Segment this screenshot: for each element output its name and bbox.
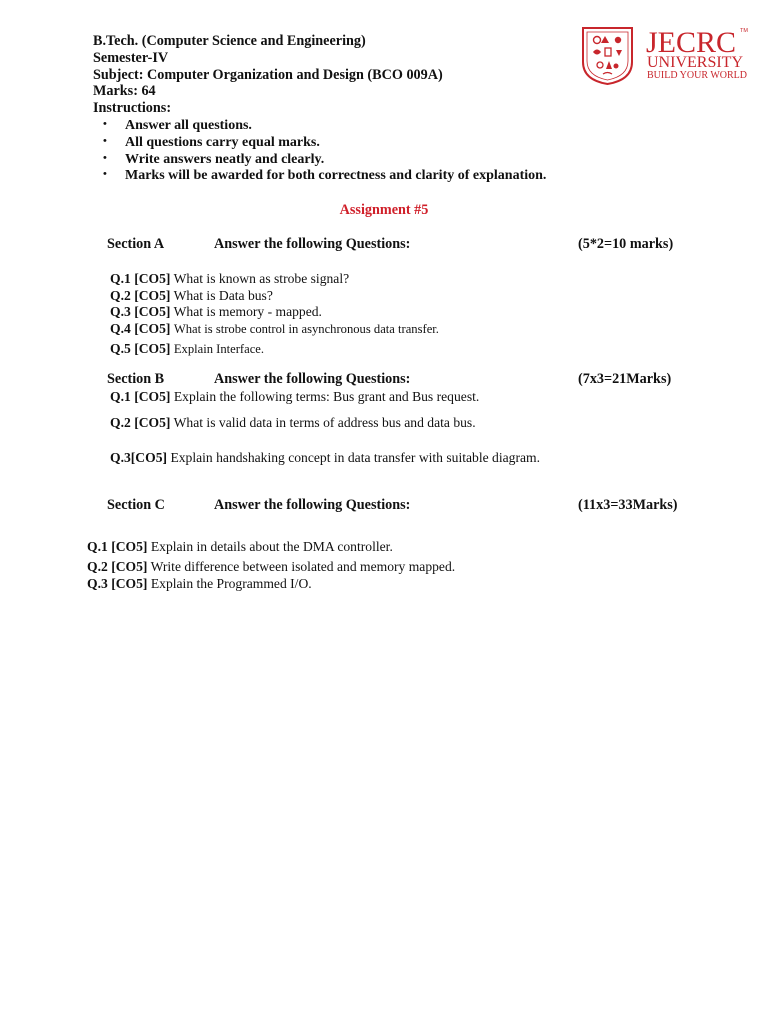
instructions-list xyxy=(100,118,546,185)
section-c-label: Section C xyxy=(107,497,165,513)
section-b-marks: (7x3=21Marks) xyxy=(578,371,672,387)
question-item: Q.2 [CO5] Write difference between isolated and memory mapped. xyxy=(87,559,456,574)
question-item: Q.5 [CO5] Explain Interface. xyxy=(110,341,265,356)
subject-line: Subject: Computer Organization and Design (BCO 009A) xyxy=(93,66,443,83)
question-item: Q.2 [CO5] What is valid data in terms of address bus and data bus. xyxy=(110,415,476,430)
question-item: Q.3[CO5] Explain handshaking concept in data transfer with suitable diagram. xyxy=(110,450,540,465)
instructions-heading: Instructions: xyxy=(93,100,172,117)
section-c-marks: (11x3=33Marks) xyxy=(578,497,678,513)
marks-line: Marks: 64 xyxy=(93,83,156,100)
section-a-marks: (5*2=10 marks) xyxy=(578,236,674,252)
section-a-label: Section A xyxy=(107,236,165,252)
university-logo xyxy=(580,22,750,86)
document-header xyxy=(93,33,443,117)
question-item: Q.1 [CO5] Explain the following terms: Bus grant and Bus request. xyxy=(110,389,480,404)
university-crest-icon xyxy=(580,22,750,86)
question-item: Q.3 [CO5] Explain the Programmed I/O. xyxy=(87,576,312,591)
svg-text:UNIVERSITY: UNIVERSITY xyxy=(647,54,743,71)
semester-line: Semester-IV xyxy=(93,49,169,66)
section-b-instruction: Answer the following Questions: xyxy=(214,371,411,387)
instruction-item: • Answer all questions. xyxy=(100,118,546,135)
instruction-item: • Write answers neatly and clearly. xyxy=(100,152,546,169)
program-line: B.Tech. (Computer Science and Engineering) xyxy=(93,33,366,49)
instruction-item: • All questions carry equal marks. xyxy=(100,135,546,152)
svg-text:JECRC: JECRC xyxy=(646,26,737,59)
question-item: Q.2 [CO5] What is Data bus? xyxy=(110,288,273,303)
question-item: Q.1 [CO5] Explain in details about the DMA controller. xyxy=(87,539,393,554)
question-item: Q.4 [CO5] What is strobe control in asynchronous data transfer. xyxy=(110,321,439,336)
question-item: Q.3 [CO5] What is memory - mapped. xyxy=(110,304,322,319)
question-item: Q.1 [CO5] What is known as strobe signal? xyxy=(110,271,350,286)
instruction-item: • Marks will be awarded for both correctness and clarity of explanation. xyxy=(100,168,546,185)
section-c-instruction: Answer the following Questions: xyxy=(214,497,411,513)
svg-text:TM: TM xyxy=(740,28,748,34)
svg-text:BUILD YOUR WORLD: BUILD YOUR WORLD xyxy=(647,70,747,81)
assignment-title: Assignment #5 xyxy=(339,202,429,218)
section-a-instruction: Answer the following Questions: xyxy=(214,236,411,252)
section-b-label: Section B xyxy=(107,371,165,387)
